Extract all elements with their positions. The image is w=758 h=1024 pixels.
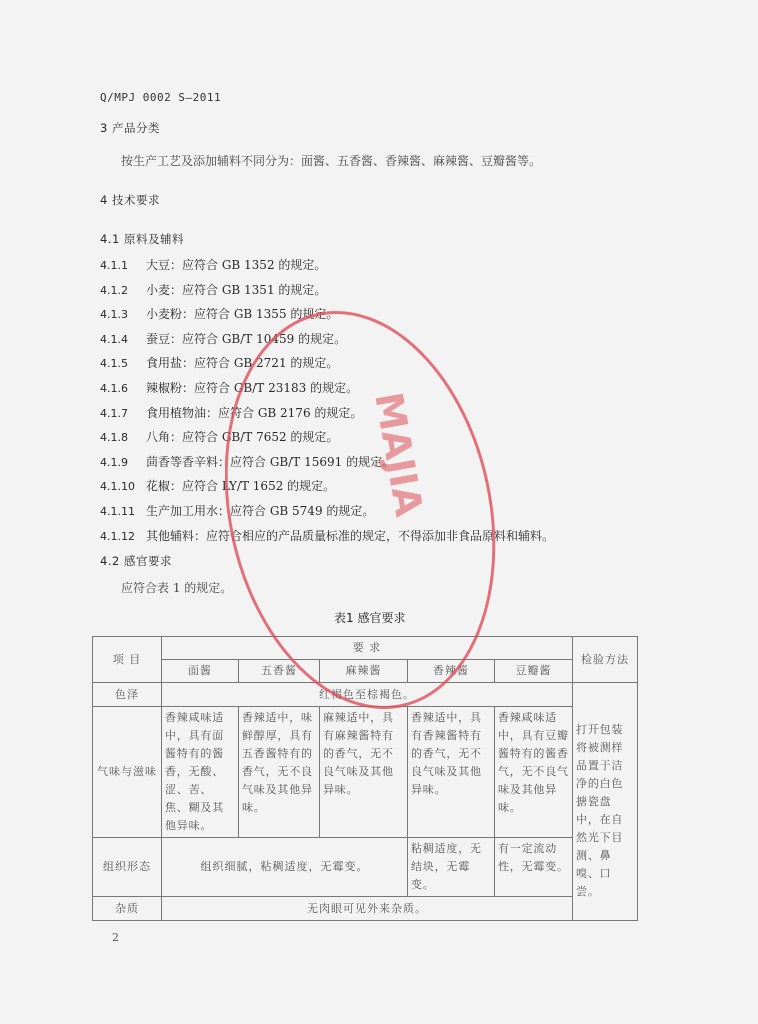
smell-cell-mianjiang: 香辣咸味适中，具有面酱特有的酱香，无酸、涩、苦、焦、糊及其他异味。 — [162, 707, 239, 838]
item-text: 食用植物油：应符合 GB 2176 的规定。 — [146, 405, 363, 420]
item-text: 小麦：应符合 GB 1351 的规定。 — [146, 282, 327, 297]
row-label-color: 色泽 — [93, 683, 162, 707]
raw-material-item — [100, 257, 326, 274]
item-number: 4.1.2 — [100, 283, 128, 297]
test-method-text: 打开包装将被测样品置于洁净的白色搪瓷盘中，在自然光下目测、鼻嗅、口尝。 — [573, 683, 638, 921]
company-seal-stamp — [225, 300, 505, 720]
section-3-title: 3 产品分类 — [100, 121, 160, 135]
texture-xiangla: 粘稠适度，无结块，无霉变。 — [408, 838, 495, 897]
header-requirements: 要 求 — [162, 637, 573, 660]
page-number: 2 — [112, 931, 119, 944]
item-text: 其他辅料：应符合相应的产品质量标准的规定，不得添加非食品原料和辅料。 — [146, 528, 555, 543]
color-requirement: 红褐色至棕褐色。 — [162, 683, 573, 707]
row-label-impurity: 杂质 — [93, 897, 162, 921]
type-header: 五香酱 — [239, 660, 320, 683]
section-4-2-text: 应符合表 1 的规定。 — [121, 581, 233, 595]
impurity-requirement: 无肉眼可见外来杂质。 — [162, 897, 573, 921]
type-header: 面酱 — [162, 660, 239, 683]
item-text: 花椒：应符合 LY/T 1652 的规定。 — [146, 479, 336, 494]
document-code: Q/MPJ 0002 S—2011 — [100, 91, 222, 104]
row-label-texture: 组织形态 — [93, 838, 162, 897]
item-number: 4.1.10 — [100, 480, 135, 494]
header-test-method: 检验方法 — [573, 637, 638, 683]
item-number: 4.1.6 — [100, 382, 128, 395]
item-text: 食用盐：应符合 GB 2721 的规定。 — [146, 356, 339, 371]
item-text: 生产加工用水：应符合 GB 5749 的规定。 — [146, 504, 375, 518]
item-text: 八角：应符合 GB/T 7652 的规定。 — [146, 430, 339, 445]
seal-ring — [225, 300, 505, 720]
section-3-text: 按生产工艺及添加辅料不同分为：面酱、五香酱、香辣酱、麻辣酱、豆瓣酱等。 — [121, 154, 542, 168]
table-caption: 表1 感官要求 — [334, 611, 406, 625]
row-label-smell-taste: 气味与滋味 — [93, 707, 162, 838]
item-text: 茴香等香辛料：应符合 GB/T 15691 的规定。 — [146, 454, 395, 469]
item-text: 蚕豆：应符合 GB/T 10459 的规定。 — [146, 331, 347, 346]
type-header: 豆瓣酱 — [495, 660, 573, 683]
item-number: 4.1.1 — [100, 259, 128, 272]
raw-material-item — [100, 282, 326, 299]
item-number: 4.1.12 — [100, 529, 135, 543]
item-number: 4.1.5 — [100, 357, 128, 371]
item-number: 4.1.4 — [100, 332, 128, 346]
type-header: 香辣酱 — [408, 660, 495, 683]
item-text: 辣椒粉：应符合 GB/T 23183 的规定。 — [146, 381, 359, 395]
texture-requirement: 组织细腻，粘稠适度，无霉变。 — [162, 838, 408, 897]
seal-text: MAJIA — [366, 388, 432, 520]
smell-cell-xiangla: 香辣适中，具有香辣酱特有的香气，无不良气味及其他异味。 — [408, 707, 495, 838]
section-4-2-title: 4.2 感官要求 — [100, 554, 172, 568]
section-4-1-title: 4.1 原料及辅料 — [100, 232, 184, 246]
item-text: 大豆：应符合 GB 1352 的规定。 — [146, 258, 327, 272]
header-item: 项 目 — [93, 637, 162, 683]
smell-cell-douban: 香辣咸味适中，具有豆瓣酱特有的酱香气，无不良气味及其他异味。 — [495, 707, 573, 838]
smell-cell-wuxiang: 香辣适中，味鲜醇厚，具有五香酱特有的香气，无不良气味及其他异味。 — [239, 707, 320, 838]
item-number: 4.1.9 — [100, 455, 128, 469]
smell-cell-mala: 麻辣适中，具有麻辣酱特有的香气，无不良气味及其他异味。 — [320, 707, 408, 838]
type-header: 麻辣酱 — [320, 660, 408, 683]
item-text: 小麦粉：应符合 GB 1355 的规定。 — [146, 307, 339, 322]
texture-douban: 有一定流动性，无霉变。 — [495, 838, 573, 897]
item-number: 4.1.8 — [100, 431, 128, 445]
item-number: 4.1.3 — [100, 308, 128, 322]
item-number: 4.1.7 — [100, 406, 128, 420]
item-number: 4.1.11 — [100, 505, 135, 518]
section-4-title: 4 技术要求 — [100, 193, 160, 207]
